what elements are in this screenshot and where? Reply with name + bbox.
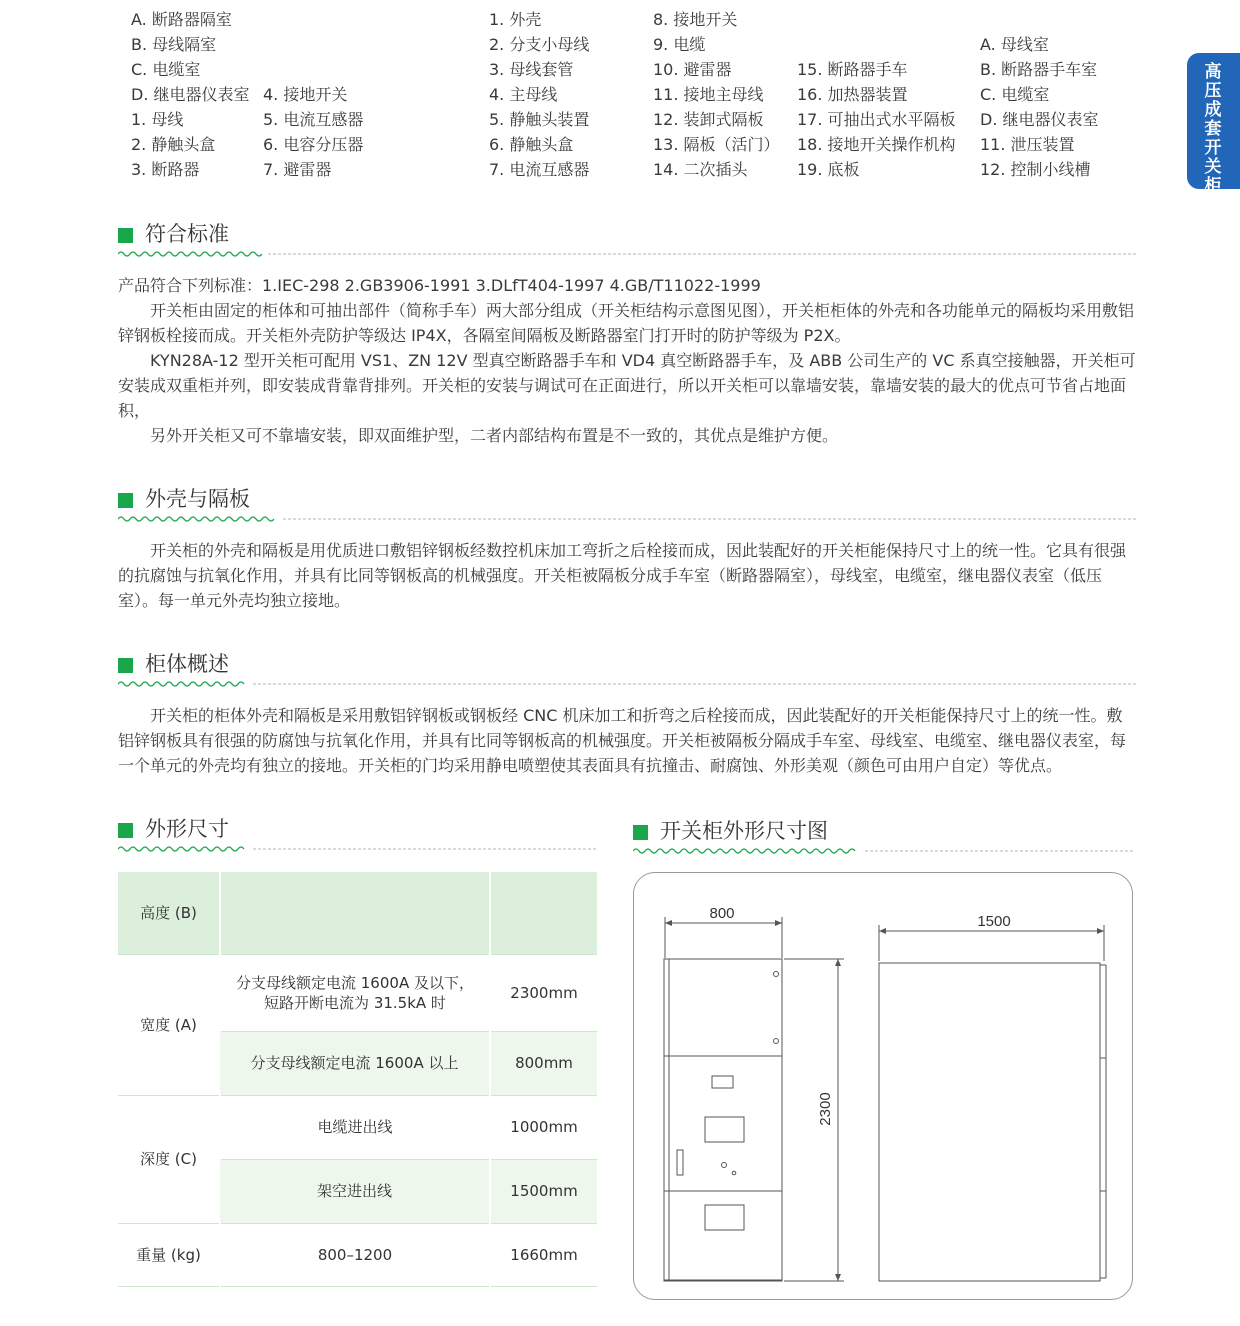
section-marker [118,493,133,508]
side-depth-label: 1500 [977,913,1011,930]
legend-item: C. 电缆室 [131,60,201,79]
legend-item: B. 母线隔室 [131,35,217,54]
section-divider [633,847,1135,855]
legend-item: 10. 避雷器 [653,60,732,79]
table-cell: 2300mm [490,954,597,1031]
legend-item: 2. 分支小母线 [489,35,590,54]
legend-item: 15. 断路器手车 [797,60,908,79]
legend-item: 7. 电流互感器 [489,160,590,179]
legend-item: 19. 底板 [797,160,860,179]
legend-item: 13. 隔板（活门） [653,135,780,154]
table-cell: 1000mm [490,1095,597,1159]
section-title: 开关柜外形尺寸图 [660,819,828,843]
legend-item: 7. 避雷器 [263,160,332,179]
legend-item: B. 断路器手车室 [980,60,1098,79]
legend-item: 17. 可抽出式水平隔板 [797,110,956,129]
section-divider [118,250,1136,258]
paragraph: 开关柜的柜体外壳和隔板是采用敷铝锌钢板或钢板经 CNC 机床加工和折弯之后栓接而成，因此装配好的开关柜能保持尺寸上的统一性。敷铝锌钢板具有很强的防腐蚀与抗氧化作用，并具有比同等钢板高的机械强度。开关柜被隔板分隔成手车室、母线室、电缆室、继电器仪表室，每一个单元的外壳均有独立的接地。开关柜的门均采用静电喷塑使其表面具有抗撞击、耐腐蚀、外形美观（颜色可由用户自定）等优点。 [118,706,1127,775]
section-marker [633,825,648,840]
cabinet-dimension-drawing [633,872,1133,1300]
legend-item: 12. 控制小线槽 [980,160,1091,179]
section-title: 外形尺寸 [145,817,229,841]
height-label: 2300 [817,1092,834,1126]
table-cell [220,872,490,954]
table-cell: 架空进出线 [220,1159,490,1223]
legend-item: 8. 接地开关 [653,10,738,29]
side-tab-label: 高压成套开关柜 [1204,62,1222,196]
table-cell: 分支母线额定电流 1600A 及以下， 短路开断电流为 31.5kA 时 [220,954,490,1031]
section-divider [118,680,1136,688]
section-marker [118,658,133,673]
side-category-tab[interactable] [1187,53,1240,196]
cabinet-side-outline [879,963,1100,1281]
table-row [118,872,597,954]
row-header-width: 宽度 (A) [118,954,220,1095]
paragraph: 开关柜由固定的柜体和可抽出部件（简称手车）两大部分组成（开关柜结构示意图见图），开关柜柜体的外壳和各功能单元的隔板均采用敷铝锌钢板栓接而成。开关柜外壳防护等级达 IP4X，各隔室间隔板及断路器室门打开时的防护等级为 P2X。 [118,301,1135,345]
table-row [118,1223,597,1286]
drawing-canvas [634,873,1132,1299]
table-cell [490,872,597,954]
section-title: 柜体概述 [145,652,229,676]
row-header-weight: 重量 (kg) [118,1223,220,1286]
legend-item: 14. 二次插头 [653,160,748,179]
legend-item: 6. 静触头盒 [489,135,574,154]
row-header-depth: 深度 (C) [118,1095,220,1223]
legend-item: 4. 主母线 [489,85,558,104]
legend-item: 5. 静触头装置 [489,110,590,129]
table-cell: 1500mm [490,1159,597,1223]
legend-item: 1. 外壳 [489,10,542,29]
legend-item: 3. 母线套管 [489,60,574,79]
table-cell: 800–1200 [220,1223,490,1286]
legend-item: 9. 电缆 [653,35,706,54]
table-cell: 1660mm [490,1223,597,1286]
paragraph: 另外开关柜又可不靠墙安装，即双面维护型，二者内部结构布置是不一致的，其优点是维护方便。 [150,426,839,445]
legend-item: 2. 静触头盒 [131,135,216,154]
legend-item: D. 继电器仪表室 [131,85,250,104]
overview-body [118,703,1136,778]
legend-item: A. 断路器隔室 [131,10,232,29]
cabinet-front-outline [664,959,782,1281]
legend-item: 1. 母线 [131,110,184,129]
dimensions-table [118,872,597,1287]
section-marker [118,228,133,243]
legend-item: 6. 电容分压器 [263,135,364,154]
section-divider [118,515,1136,523]
front-width-label: 800 [709,905,735,922]
paragraph: KYN28A-12 型开关柜可配用 VS1、ZN 12V 型真空断路器手车和 VD4 真空断路器手车，及 ABB 公司生产的 VC 系真空接触器，开关柜可安装成双重柜并列，即安装成背靠背排列。开关柜的安装与调试可在正面进行，所以开关柜可以靠墙安装，靠墙安装的最大的优点可节省占地面积， [118,351,1136,420]
shell-body [118,538,1136,613]
indicator-window [712,1076,733,1088]
legend-item: A. 母线室 [980,35,1049,54]
legend-item: 4. 接地开关 [263,85,348,104]
legend-item: 11. 接地主母线 [653,85,764,104]
table-row [118,1095,597,1159]
door-handle [677,1150,683,1175]
row-header-height: 高度 (B) [118,872,220,954]
section-title: 符合标准 [145,222,229,246]
legend-item: C. 电缆室 [980,85,1050,104]
legend-item: 5. 电流互感器 [263,110,364,129]
legend-item: D. 继电器仪表室 [980,110,1099,129]
table-cell: 800mm [490,1031,597,1095]
table-cell: 电缆进出线 [220,1095,490,1159]
legend-item: 11. 泄压装置 [980,135,1075,154]
legend-item: 18. 接地开关操作机构 [797,135,956,154]
standards-list: 产品符合下列标准：1.IEC-298 2.GB3906-1991 3.DLfT404-1997 4.GB/T11022-1999 [118,276,761,295]
table-cell: 分支母线额定电流 1600A 以上 [220,1031,490,1095]
section-marker [118,823,133,838]
legend-item: 16. 加热器装置 [797,85,908,104]
standards-body [118,273,1136,448]
legend-item: 3. 断路器 [131,160,200,179]
inspection-window [705,1205,744,1230]
instrument-window [705,1117,744,1142]
paragraph: 开关柜的外壳和隔板是用优质进口敷铝锌钢板经数控机床加工弯折之后栓接而成，因此装配好的开关柜能保持尺寸上的统一性。它具有很强的抗腐蚀与抗氧化作用，并具有比同等钢板高的机械强度。开关柜被隔板分成手车室（断路器隔室），母线室，电缆室，继电器仪表室（低压室）。每一单元外壳均独立接地。 [118,541,1127,610]
table-row [118,954,597,1031]
section-title: 外壳与隔板 [145,487,250,511]
legend-item: 12. 装卸式隔板 [653,110,764,129]
section-divider [118,845,597,853]
